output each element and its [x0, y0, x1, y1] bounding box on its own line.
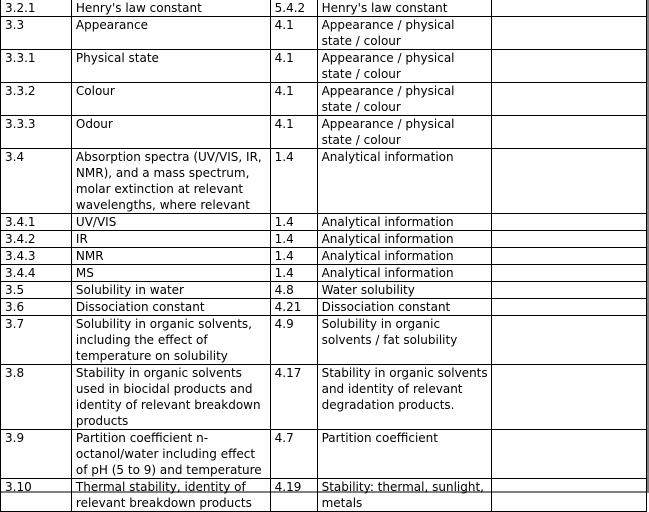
notes-cell [492, 231, 647, 248]
notes-cell [492, 0, 647, 17]
section-cell: 4.1 [270, 83, 317, 116]
description-cell: Water solubility [317, 282, 492, 299]
table-row [1, 149, 647, 214]
ref-cell: 3.4 [1, 149, 72, 214]
table-row [1, 83, 647, 116]
requirement-cell: Colour [71, 83, 270, 116]
description-cell: Appearance / physical state / colour [317, 17, 492, 50]
notes-cell [492, 116, 647, 149]
requirement-cell: Solubility in organic solvents, including the effect of temperature on solubility [71, 316, 270, 365]
table-row [1, 282, 647, 299]
table-row [1, 214, 647, 231]
requirement-cell: Physical state [71, 50, 270, 83]
section-cell: 4.9 [270, 316, 317, 365]
requirement-cell: Thermal stability, identity of relevant breakdown products [71, 479, 270, 512]
description-cell: Stability: thermal, sunlight, metals [317, 479, 492, 512]
ref-cell: 3.7 [1, 316, 72, 365]
description-cell: Appearance / physical state / colour [317, 116, 492, 149]
table-body [1, 0, 647, 512]
ref-cell: 3.2.1 [1, 0, 72, 17]
table-row [1, 0, 647, 17]
requirement-cell: MS [71, 265, 270, 282]
ref-cell: 3.6 [1, 299, 72, 316]
ref-cell: 3.4.3 [1, 248, 72, 265]
ref-cell: 3.4.2 [1, 231, 72, 248]
ref-cell: 3.4.4 [1, 265, 72, 282]
notes-cell [492, 83, 647, 116]
requirement-cell: Absorption spectra (UV/VIS, IR, NMR), and a mass spectrum, molar extinction at relevant wavelengths, where relevant [71, 149, 270, 214]
description-cell: Stability in organic solvents and identity of relevant degradation products. [317, 365, 492, 430]
section-cell: 4.1 [270, 50, 317, 83]
table-row [1, 231, 647, 248]
notes-cell [492, 248, 647, 265]
section-cell: 1.4 [270, 265, 317, 282]
notes-cell [492, 430, 647, 479]
section-cell: 5.4.2 [270, 0, 317, 17]
requirement-cell: UV/VIS [71, 214, 270, 231]
notes-cell [492, 214, 647, 231]
description-cell: Appearance / physical state / colour [317, 50, 492, 83]
table-row [1, 316, 647, 365]
ref-cell: 3.3.1 [1, 50, 72, 83]
section-cell: 1.4 [270, 214, 317, 231]
ref-cell: 3.3.3 [1, 116, 72, 149]
description-cell: Analytical information [317, 265, 492, 282]
description-cell: Partition coefficient [317, 430, 492, 479]
description-cell: Henry's law constant [317, 0, 492, 17]
requirement-cell: NMR [71, 248, 270, 265]
section-cell: 4.7 [270, 430, 317, 479]
requirement-cell: Dissociation constant [71, 299, 270, 316]
table-row [1, 479, 647, 512]
notes-cell [492, 149, 647, 214]
description-cell: Analytical information [317, 214, 492, 231]
description-cell: Solubility in organic solvents / fat solubility [317, 316, 492, 365]
section-cell: 4.21 [270, 299, 317, 316]
table-row [1, 50, 647, 83]
section-cell: 1.4 [270, 231, 317, 248]
table-row [1, 17, 647, 50]
ref-cell: 3.5 [1, 282, 72, 299]
requirement-cell: Solubility in water [71, 282, 270, 299]
notes-cell [492, 50, 647, 83]
notes-cell [492, 282, 647, 299]
requirement-cell: IR [71, 231, 270, 248]
notes-cell [492, 479, 647, 512]
requirement-cell: Partition coefficient n-octanol/water including effect of pH (5 to 9) and temperature [71, 430, 270, 479]
ref-cell: 3.3.2 [1, 83, 72, 116]
section-cell: 4.19 [270, 479, 317, 512]
table-row [1, 265, 647, 282]
ref-cell: 3.10 [1, 479, 72, 512]
section-cell: 4.1 [270, 17, 317, 50]
requirement-cell: Henry's law constant [71, 0, 270, 17]
description-cell: Analytical information [317, 248, 492, 265]
notes-cell [492, 365, 647, 430]
ref-cell: 3.9 [1, 430, 72, 479]
section-cell: 1.4 [270, 149, 317, 214]
section-cell: 4.1 [270, 116, 317, 149]
requirement-cell: Appearance [71, 17, 270, 50]
notes-cell [492, 265, 647, 282]
section-cell: 4.17 [270, 365, 317, 430]
table-row [1, 248, 647, 265]
requirement-cell: Odour [71, 116, 270, 149]
ref-cell: 3.3 [1, 17, 72, 50]
notes-cell [492, 316, 647, 365]
description-cell: Dissociation constant [317, 299, 492, 316]
ref-cell: 3.4.1 [1, 214, 72, 231]
notes-cell [492, 17, 647, 50]
ref-cell: 3.8 [1, 365, 72, 430]
description-cell: Appearance / physical state / colour [317, 83, 492, 116]
description-cell: Analytical information [317, 231, 492, 248]
notes-cell [492, 299, 647, 316]
description-cell: Analytical information [317, 149, 492, 214]
section-cell: 4.8 [270, 282, 317, 299]
table-row [1, 365, 647, 430]
table-row [1, 299, 647, 316]
section-cell: 1.4 [270, 248, 317, 265]
requirement-cell: Stability in organic solvents used in biocidal products and identity of relevant breakdown products [71, 365, 270, 430]
table-row [1, 116, 647, 149]
table-row [1, 430, 647, 479]
